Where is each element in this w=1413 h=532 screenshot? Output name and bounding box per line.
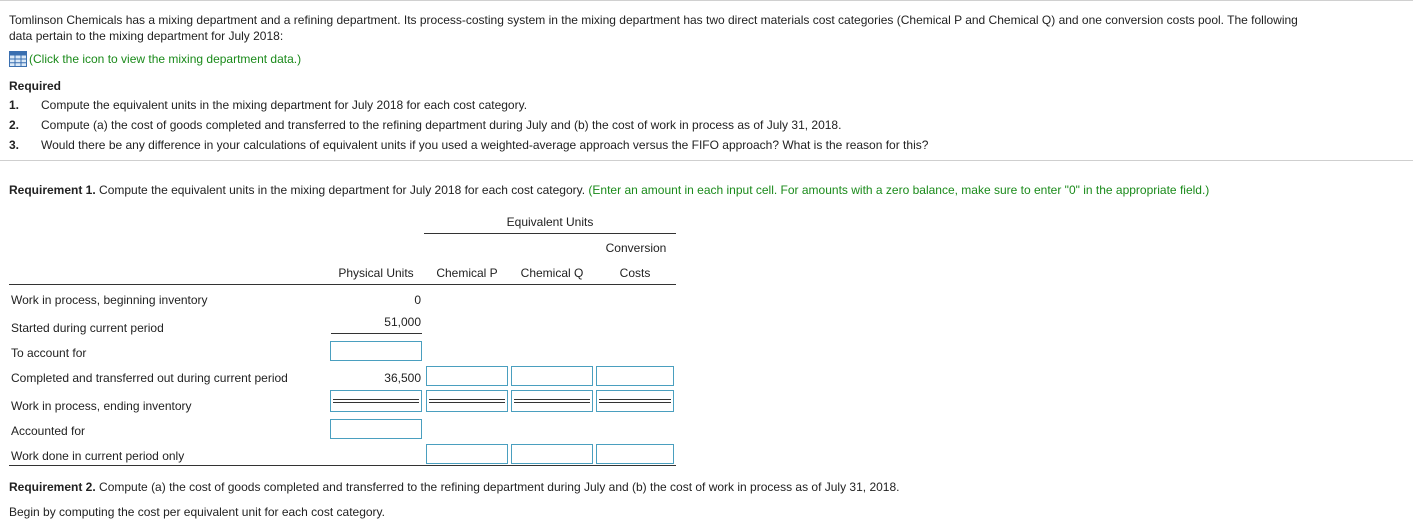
required-item-1: [9, 98, 1209, 112]
required-item-3: [9, 138, 1209, 152]
requirement-2-heading: [9, 480, 899, 494]
input-chemical-q-current-period[interactable]: [511, 444, 593, 464]
required-text: Compute the equivalent units in the mixing department for July 2018 for each cost category.: [41, 98, 528, 112]
requirement-1-text: Compute the equivalent units in the mixing department for July 2018 for each cost category.: [95, 183, 586, 197]
row-label-to-account-for: To account for: [11, 346, 87, 360]
header-chemical-q: Chemical Q: [520, 266, 584, 280]
input-chemical-p-completed[interactable]: [426, 366, 508, 386]
intro-line-2: data pertain to the mixing department for July 2018:: [9, 29, 284, 43]
input-chemical-p-wip-ending[interactable]: [426, 390, 508, 412]
table-bottom-rule: [9, 465, 676, 466]
required-heading: Required: [9, 79, 62, 93]
section-divider: [0, 160, 1413, 161]
row-label-wip-beginning: Work in process, beginning inventory: [11, 293, 208, 307]
data-link[interactable]: (Click the icon to view the mixing department data.): [29, 52, 302, 66]
required-text: Compute (a) the cost of goods completed and transferred to the refining department during July and (b) the cost of work in process as of July 31, 2018.: [41, 118, 842, 132]
requirement-2-begin: Begin by computing the cost per equivalent unit for each cost category.: [9, 505, 385, 519]
physical-completed: 36,500: [384, 371, 421, 385]
top-divider: [0, 0, 1413, 1]
equivalent-units-rule: [424, 233, 676, 234]
input-conversion-current-period[interactable]: [596, 444, 674, 464]
header-conversion-costs: Costs: [619, 266, 651, 280]
row-label-accounted-for: Accounted for: [11, 424, 86, 438]
header-chemical-p: Chemical P: [436, 266, 498, 280]
equivalent-units-title: Equivalent Units: [506, 215, 594, 229]
physical-started: 51,000: [384, 315, 421, 329]
input-conversion-wip-ending[interactable]: [596, 390, 674, 412]
requirement-2-text: Compute (a) the cost of goods completed and transferred to the refining department during July and (b) the cost of work in process as of July 31, 2018.: [95, 480, 900, 494]
required-text: Would there be any difference in your calculations of equivalent units if you used a weighted-average approach versus the FIFO approach? What is the reason for this?: [41, 138, 929, 152]
header-conversion-top: Conversion: [605, 241, 667, 255]
required-item-2: [9, 118, 1209, 132]
intro-line-1: Tomlinson Chemicals has a mixing department and a refining department. Its process-costing system in the mixing department has two direct materials cost categories (Chemical P and Chemical Q) and one conversion costs pool. The following: [9, 13, 1298, 27]
required-num: 1.: [9, 98, 20, 112]
requirement-1-instruction: (Enter an amount in each input cell. For amounts with a zero balance, make sure to enter "0" in the appropriate field.): [585, 183, 1210, 197]
required-num: 2.: [9, 118, 20, 132]
requirement-2-label: Requirement 2.: [9, 480, 96, 494]
physical-wip-beginning: 0: [414, 293, 421, 307]
header-physical-units: Physical Units: [338, 266, 414, 280]
header-rule: [9, 284, 676, 285]
input-physical-wip-ending[interactable]: [330, 390, 422, 412]
input-conversion-completed[interactable]: [596, 366, 674, 386]
data-link-row[interactable]: [9, 51, 301, 67]
input-chemical-q-completed[interactable]: [511, 366, 593, 386]
subtotal-rule: [331, 333, 422, 334]
row-label-wip-ending: Work in process, ending inventory: [11, 399, 192, 413]
row-label-completed: Completed and transferred out during current period: [11, 371, 288, 385]
row-label-current-period-only: Work done in current period only: [11, 449, 185, 463]
row-label-started: Started during current period: [11, 321, 164, 335]
requirement-1-label: Requirement 1.: [9, 183, 96, 197]
input-chemical-q-wip-ending[interactable]: [511, 390, 593, 412]
problem-intro: [9, 12, 1409, 44]
input-chemical-p-current-period[interactable]: [426, 444, 508, 464]
table-icon[interactable]: [9, 51, 27, 67]
required-num: 3.: [9, 138, 20, 152]
requirement-1-heading: [9, 183, 1209, 197]
input-physical-to-account-for[interactable]: [330, 341, 422, 361]
input-physical-accounted-for[interactable]: [330, 419, 422, 439]
